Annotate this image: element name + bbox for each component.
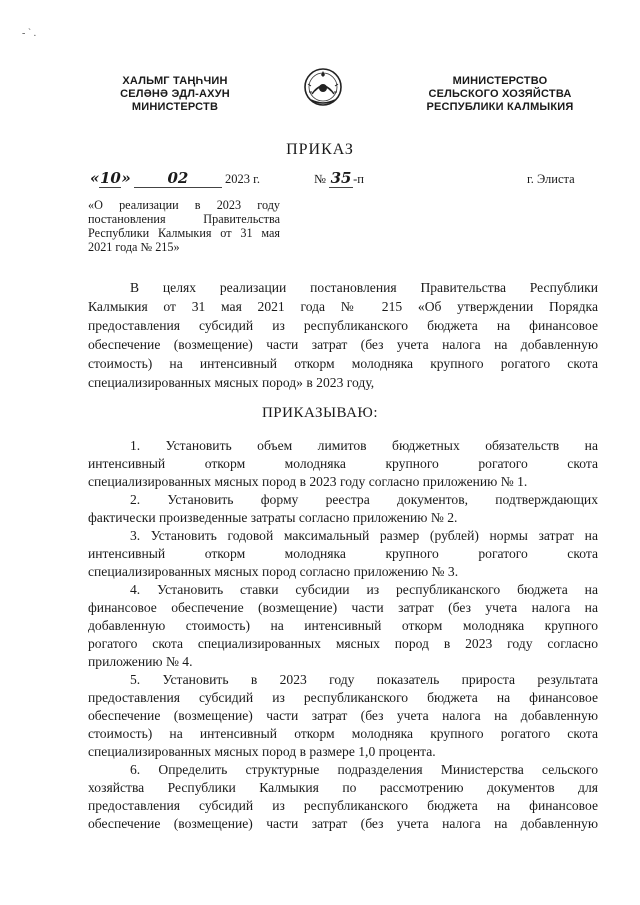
header-line: МИНИСТЕРСТВ bbox=[131, 101, 219, 113]
number-value: 35 bbox=[330, 169, 352, 187]
coat-of-arms-emblem bbox=[302, 64, 344, 110]
body-line: предоставления субсидий из республиканского бюджета на финансовое bbox=[88, 690, 598, 705]
body-line: специализированных мясных пород в 2023 году согласно приложению № 1. bbox=[88, 474, 528, 489]
subject-line: Республики Калмыкия от 31 мая bbox=[88, 226, 280, 240]
date-day: 10 bbox=[99, 169, 121, 187]
header-line: ХАЛЬМГ ТАҢҺЧИН bbox=[122, 75, 228, 87]
body-line: интенсивный откорм молодняка крупного рогатого скота bbox=[88, 456, 598, 471]
body-line: финансовое обеспечение (возмещение) части затрат (без учета налога на bbox=[88, 600, 598, 615]
preamble-line: обеспечение (возмещение) части затрат (без учета налога на добавленную bbox=[88, 337, 598, 352]
number-suffix: -п bbox=[353, 172, 364, 186]
body-line: стоимость) на интенсивный откорм молодняка крупного рогатого скота bbox=[88, 726, 598, 741]
body-line: обеспечение (возмещение) части затрат (без учета налога на добавленную bbox=[88, 708, 598, 723]
order-city: г. Элиста bbox=[527, 172, 575, 186]
header-line: СЕЛӘНӘ ЭДЛ-АХУН bbox=[120, 88, 230, 100]
preamble-line: стоимость) на интенсивный откорм молодняка крупного рогатого скота bbox=[88, 356, 598, 371]
order-date bbox=[90, 169, 260, 188]
header-kalmyk-ministry bbox=[100, 75, 250, 114]
body-line: хозяйства Республики Калмыкия по рассмотрению документов для bbox=[88, 780, 598, 795]
header-line: МИНИСТЕРСТВО bbox=[452, 75, 548, 87]
number-prefix: № bbox=[314, 172, 326, 186]
preamble-line: Калмыкия от 31 мая 2021 года № 215 «Об утверждении Порядка bbox=[88, 299, 598, 314]
order-number bbox=[314, 169, 364, 188]
order-subject bbox=[88, 198, 280, 254]
body-line: 4. Установить ставки субсидии из республиканского бюджета на bbox=[130, 582, 598, 597]
subject-line: «О реализации в 2023 году bbox=[88, 198, 280, 212]
preamble-line: В целях реализации постановления Правительства Республики bbox=[130, 280, 598, 295]
date-open-quote: « bbox=[90, 169, 100, 187]
preamble-line: предоставления субсидий из республиканского бюджета на финансовое bbox=[88, 318, 598, 333]
body-line: 3. Установить годовой максимальный размер (рублей) нормы затрат на bbox=[130, 528, 598, 543]
body-line: специализированных мясных пород согласно приложению № 3. bbox=[88, 564, 459, 579]
body-line: предоставления субсидий из республиканского бюджета на финансовое bbox=[88, 798, 598, 813]
body-line: специализированных мясных пород в размере 1,0 процента. bbox=[88, 744, 436, 759]
body-line: 2. Установить форму реестра документов, подтверждающих bbox=[130, 492, 598, 507]
body-line: рогатого скота специализированных мясных пород в 2023 году согласно bbox=[88, 636, 598, 651]
body-line: приложению № 4. bbox=[88, 654, 193, 669]
date-month: 02 bbox=[134, 169, 222, 188]
header-ministry-agriculture bbox=[400, 75, 600, 114]
document-title: ПРИКАЗ bbox=[286, 141, 354, 158]
body-line: обеспечение (возмещение) части затрат (без учета налога на добавленную bbox=[88, 816, 598, 831]
body-line: добавленную стоимость) на интенсивный откорм молодняка крупного bbox=[88, 618, 598, 633]
body-line: фактически произведенные затраты согласно приложению № 2. bbox=[88, 510, 458, 525]
header-line: СЕЛЬСКОГО ХОЗЯЙСТВА bbox=[428, 88, 572, 100]
scan-mark: - ` . bbox=[22, 28, 37, 39]
header-line: РЕСПУБЛИКИ КАЛМЫКИЯ bbox=[426, 101, 574, 113]
body-line: 6. Определить структурные подразделения Министерства сельского bbox=[130, 762, 598, 777]
date-close-quote: » bbox=[121, 169, 131, 187]
body-line: 5. Установить в 2023 году показатель прироста результата bbox=[130, 672, 598, 687]
preamble-line: специализированных мясных пород» в 2023 году, bbox=[88, 375, 375, 390]
order-word: ПРИКАЗЫВАЮ: bbox=[261, 405, 379, 421]
subject-line: 2021 года № 215» bbox=[88, 240, 180, 254]
subject-line: постановления Правительства bbox=[88, 212, 280, 226]
body-line: 1. Установить объем лимитов бюджетных обязательств на bbox=[130, 438, 598, 453]
date-year: 2023 г. bbox=[225, 172, 260, 186]
body-line: интенсивный откорм молодняка крупного рогатого скота bbox=[88, 546, 598, 561]
